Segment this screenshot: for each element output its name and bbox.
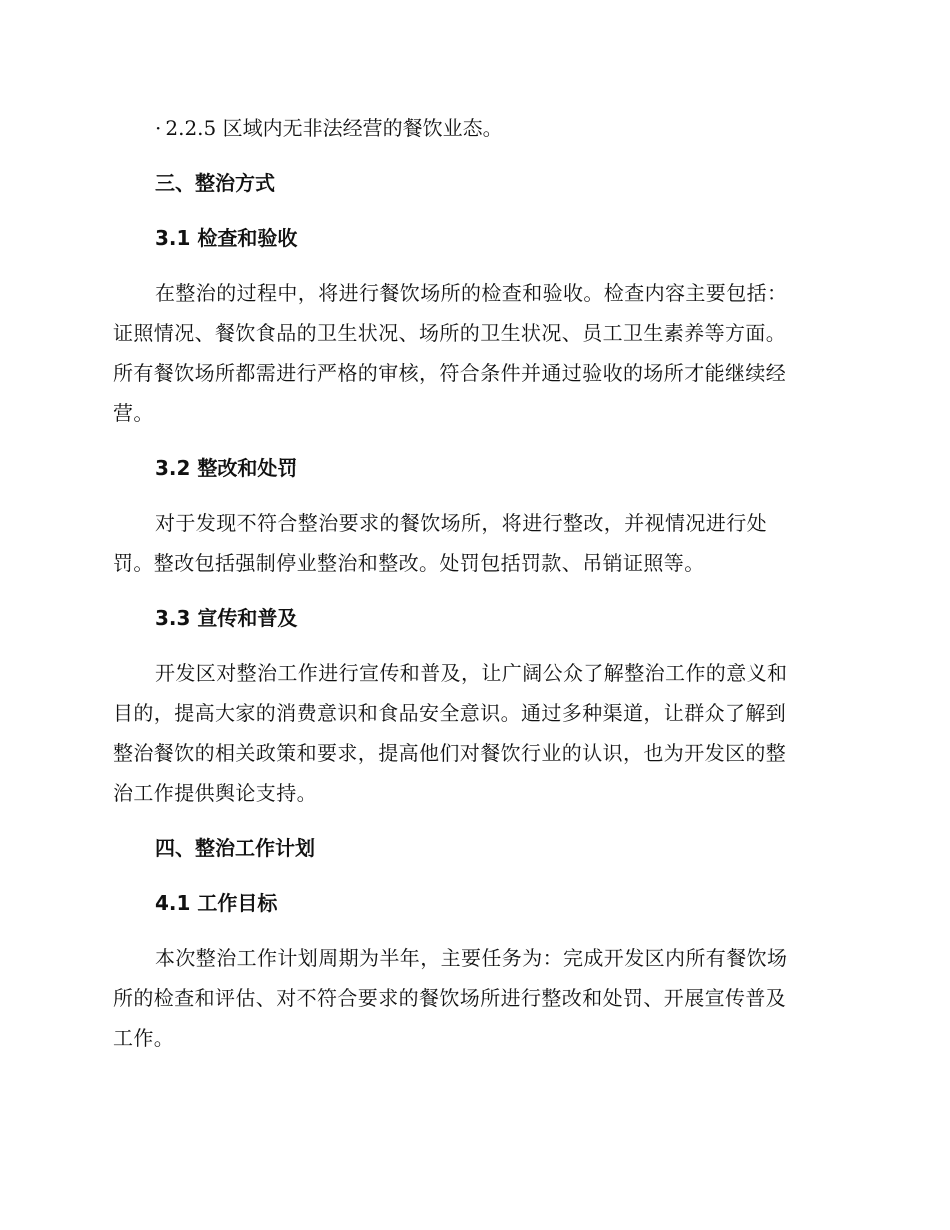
subsection-4-1-heading: 4.1 工作目标 (155, 891, 278, 915)
paragraph-line: 证照情况、餐饮食品的卫生状况、场所的卫生状况、员工卫生素养等方面。 (113, 321, 787, 345)
subsection-3-3-paragraph (113, 653, 835, 813)
section-3-heading: 三、整治方式 (155, 171, 275, 195)
paragraph-line: 营。 (113, 401, 154, 425)
document-body (113, 108, 835, 1073)
paragraph-line: 对于发现不符合整治要求的餐饮场所，将进行整改，并视情况进行处 (155, 511, 767, 535)
bullet-item (155, 108, 835, 148)
subsection-3-2-heading: 3.2 整改和处罚 (155, 456, 298, 480)
paragraph-line: 整治餐饮的相关政策和要求，提高他们对餐饮行业的认识，也为开发区的整 (113, 741, 787, 765)
paragraph-line: 目的，提高大家的消费意识和食品安全意识。通过多种渠道，让群众了解到 (113, 701, 787, 725)
bullet-mark: · (155, 116, 162, 140)
paragraph-line: 所的检查和评估、对不符合要求的餐饮场所进行整改和处罚、开展宣传普及 (113, 986, 787, 1010)
section-4-heading: 四、整治工作计划 (155, 836, 315, 860)
subsection-3-2-paragraph (113, 503, 835, 583)
paragraph-line: 工作。 (113, 1026, 175, 1050)
paragraph-line: 罚。整改包括强制停业整治和整改。处罚包括罚款、吊销证照等。 (113, 551, 705, 575)
paragraph-line: 所有餐饮场所都需进行严格的审核，符合条件并通过验收的场所才能继续经 (113, 361, 787, 385)
bullet-item-text: 2.2.5 区域内无非法经营的餐饮业态。 (165, 116, 503, 140)
subsection-4-1-paragraph (113, 938, 835, 1058)
subsection-3-1-paragraph (113, 273, 835, 433)
subsection-3-3-heading: 3.3 宣传和普及 (155, 606, 298, 630)
paragraph-line: 治工作提供舆论支持。 (113, 781, 317, 805)
paragraph-line: 开发区对整治工作进行宣传和普及，让广阔公众了解整治工作的意义和 (155, 661, 788, 685)
paragraph-line: 在整治的过程中，将进行餐饮场所的检查和验收。检查内容主要包括： (155, 281, 788, 305)
subsection-3-1-heading: 3.1 检查和验收 (155, 226, 298, 250)
paragraph-line: 本次整治工作计划周期为半年，主要任务为：完成开发区内所有餐饮场 (155, 946, 788, 970)
